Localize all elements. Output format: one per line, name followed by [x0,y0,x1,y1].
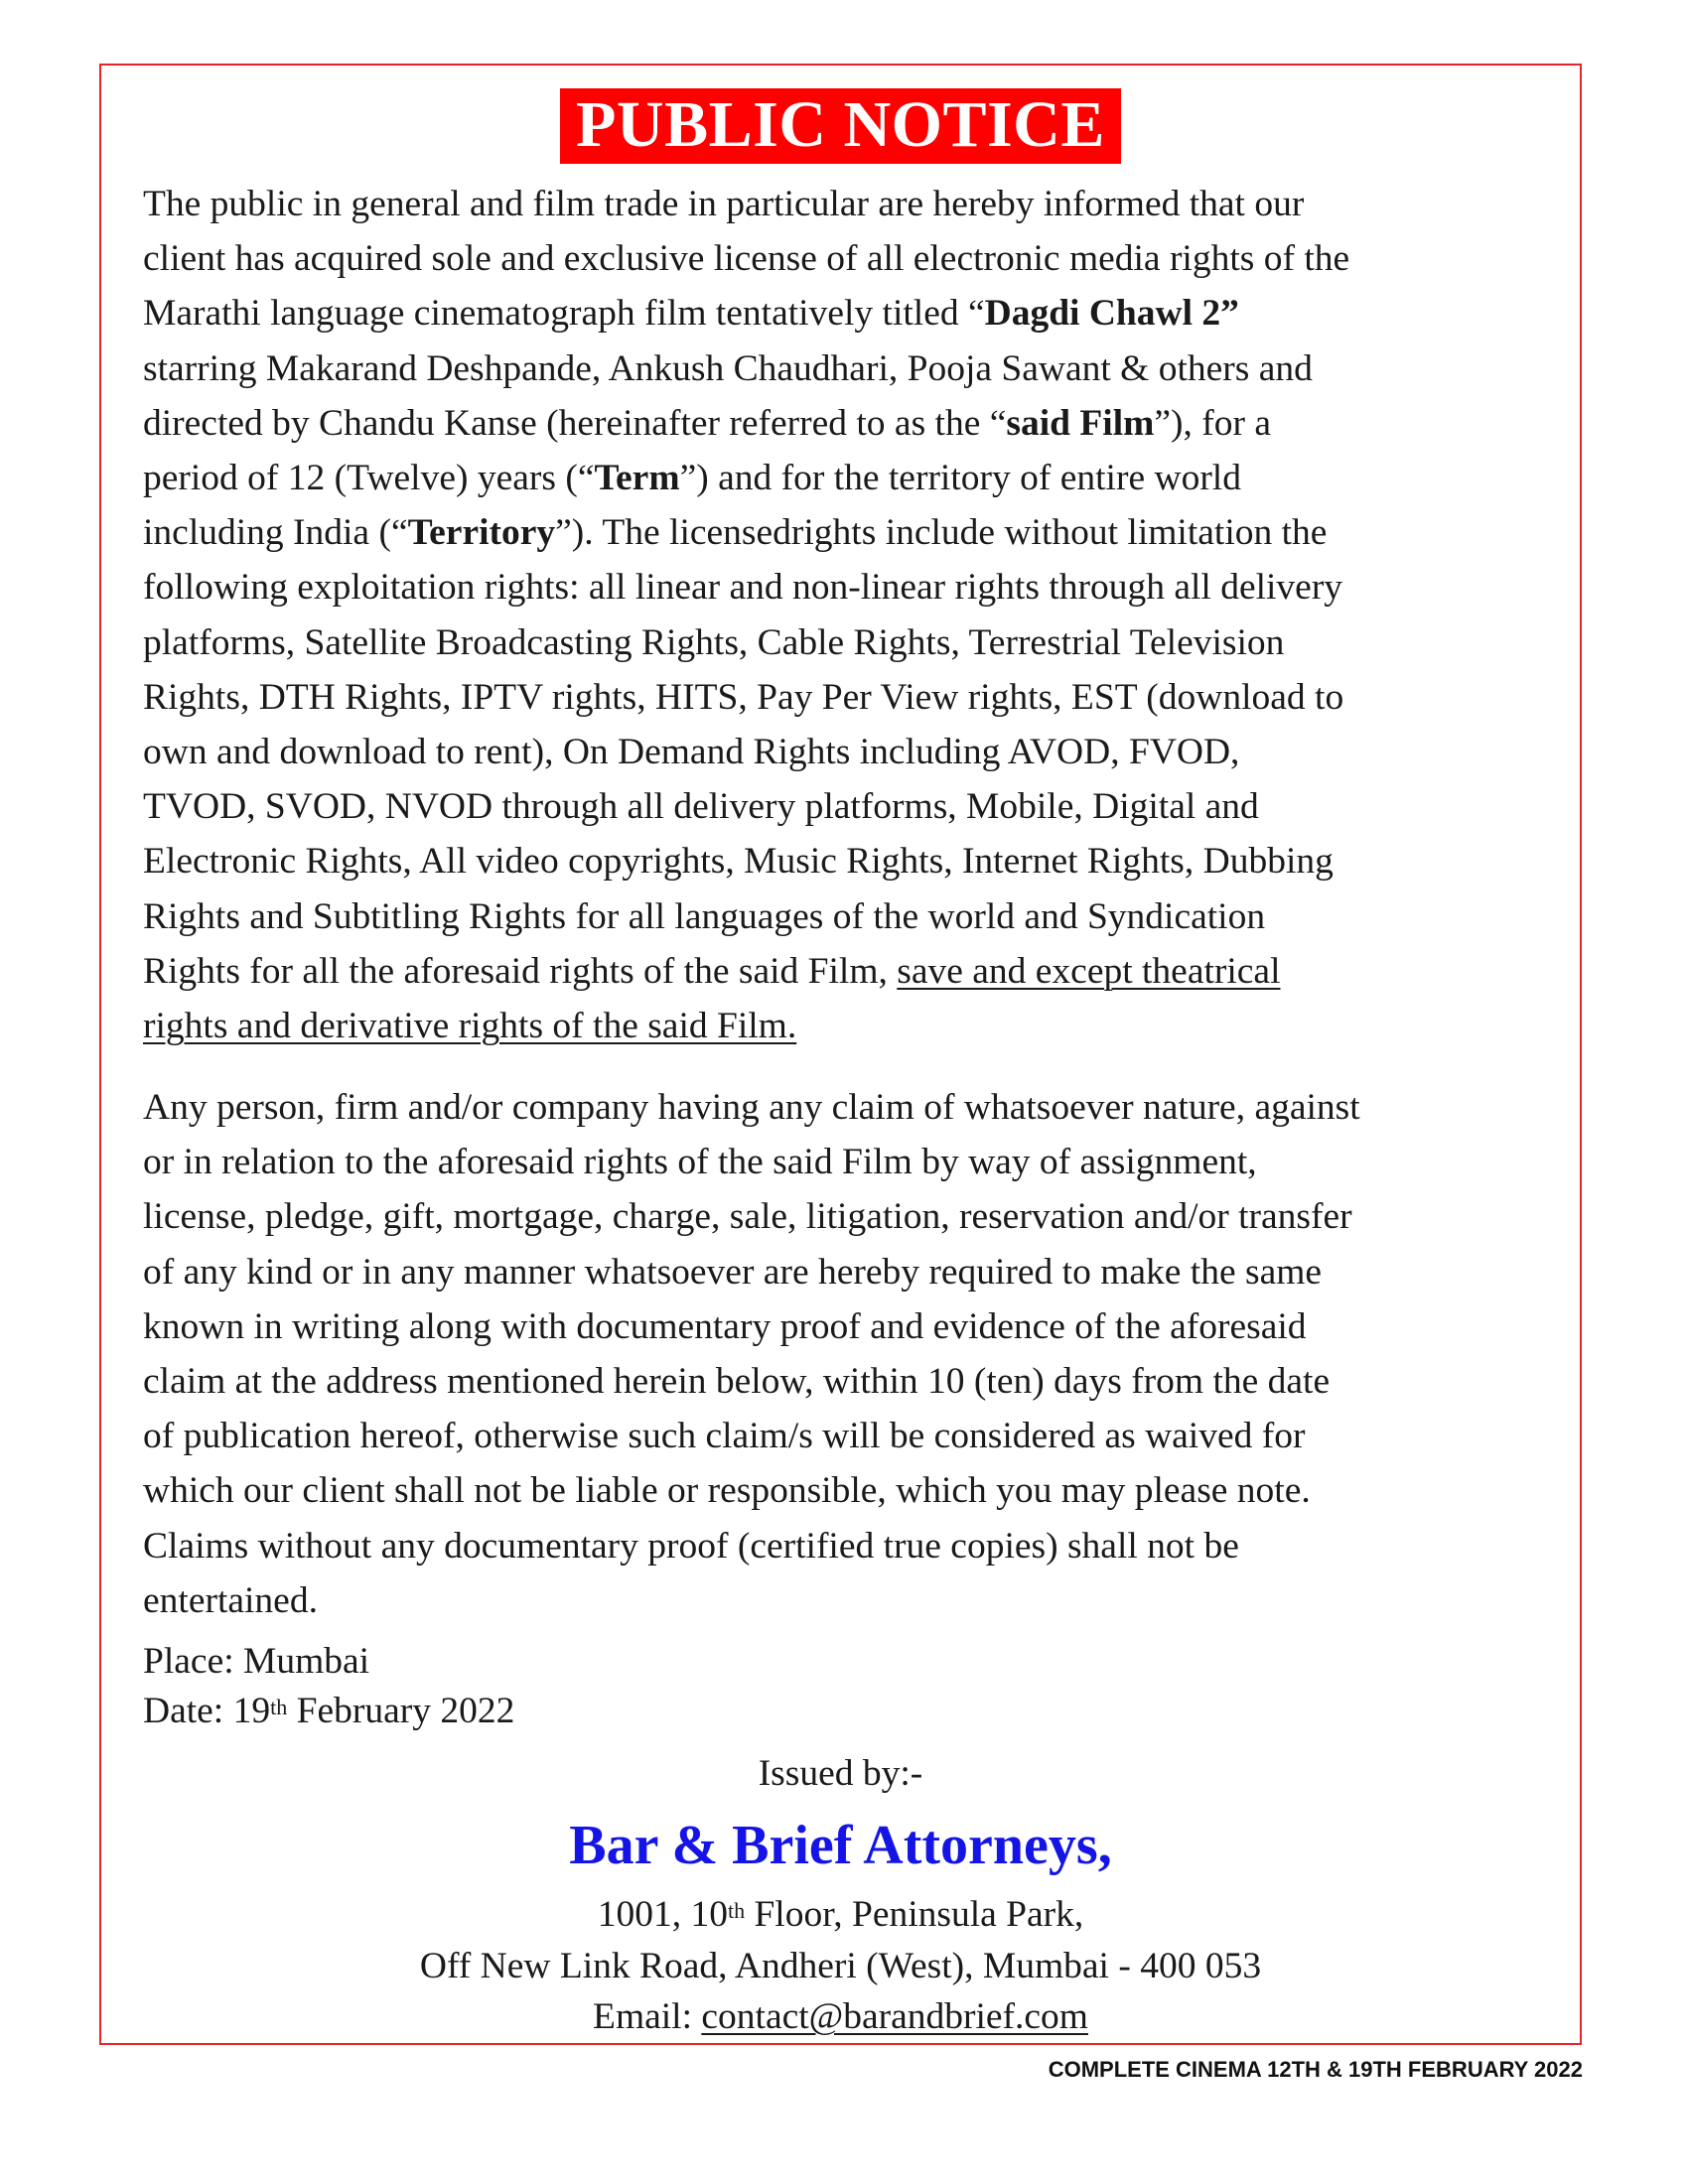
place-line: Place: Mumbai [143,1641,370,1682]
paragraph-1-line: Rights, DTH Rights, IPTV rights, HITS, Pay Per View rights, EST (download to [143,676,1344,718]
paragraph-1-line: Rights and Subtitling Rights for all languages of the world and Syndication [143,895,1266,937]
date-line [143,1687,514,1736]
paragraph-1-line: client has acquired sole and exclusive license of all electronic media rights of the [143,238,1350,280]
bold-term: Territory [407,512,556,554]
date-prefix: Date: 19 [143,1691,271,1731]
email-line [101,1992,1580,2042]
paragraph-1 [143,177,1540,1053]
paragraph-2-line: of publication hereof, otherwise such claim/s will be considered as waived for [143,1416,1306,1457]
paragraph-2-line: or in relation to the aforesaid rights of the said Film by way of assignment, [143,1142,1257,1183]
publication-footer: COMPLETE CINEMA 12TH & 19TH FEBRUARY 2022 [1048,2057,1583,2082]
paragraph-2-line: Any person, firm and/or company having any claim of whatsoever nature, against [143,1087,1360,1128]
underlined-exception: save and except theatrical [897,950,1281,992]
bold-term: said Film [1006,402,1155,444]
paragraph-1-line: Electronic Rights, All video copyrights, Music Rights, Internet Rights, Dubbing [143,841,1334,883]
paragraph-1-line: The public in general and film trade in particular are hereby informed that our [143,184,1305,224]
bold-term: Term [594,458,680,499]
date-ordinal: th [270,1695,288,1719]
paragraph-2-line: claim at the address mentioned herein below, within 10 (ten) days from the date [143,1361,1331,1403]
address-line-2: Off New Link Road, Andheri (West), Mumbai - 400 053 [419,1946,1262,1986]
firm-name: Bar & Brief Attorneys, [569,1815,1112,1876]
address-line-1 [101,1890,1580,1940]
paragraph-2 [143,1080,1540,1628]
address-prefix: 1001, 10 [597,1894,728,1935]
floor-ordinal: th [727,1898,746,1923]
underlined-exception: rights and derivative rights of the said Film. [143,1006,797,1047]
paragraph-2-line: of any kind or in any manner whatsoever are hereby required to make the same [143,1251,1323,1293]
paragraph-1-line: period of 12 (Twelve) years (“Term”) and for the territory of entire world [143,458,1241,499]
paragraph-1-line: following exploitation rights: all linear and non-linear rights through all delivery [143,567,1343,609]
issued-by: Issued by:- [758,1753,923,1794]
paragraph-1-line: directed by Chandu Kanse (hereinafter referred to as the “said Film”), for a [143,402,1271,444]
paragraph-1-line: TVOD, SVOD, NVOD through all delivery platforms, Mobile, Digital and [143,786,1259,828]
date-suffix: February 2022 [287,1691,515,1731]
address-suffix: Floor, Peninsula Park, [745,1894,1084,1935]
paragraph-2-line: which our client shall not be liable or responsible, which you may please note. [143,1470,1311,1512]
bold-term: Dagdi Chawl 2” [984,293,1239,335]
paragraph-2-line: Claims without any documentary proof (certified true copies) shall not be [143,1525,1239,1567]
paragraph-2-line: license, pledge, gift, mortgage, charge, sale, litigation, reservation and/or transfer [143,1196,1352,1238]
paragraph-1-line [143,999,1540,1053]
paragraph-1-line: Rights for all the aforesaid rights of the said Film, save and except theatrical [143,950,1281,992]
notice-title: PUBLIC NOTICE [560,88,1121,164]
paragraph-1-line: starring Makarand Deshpande, Ankush Chaudhari, Pooja Sawant & others and [143,347,1313,389]
email-label: Email: [593,1996,702,2037]
email-link[interactable]: contact@barandbrief.com [701,1996,1088,2037]
title-wrap [101,88,1580,164]
paragraph-1-line: own and download to rent), On Demand Rights including AVOD, FVOD, [143,732,1240,773]
paragraph-2-line: entertained. [143,1579,318,1621]
paragraph-1-line: including India (“Territory”). The licensedrights include without limitation the [143,512,1328,554]
notice-frame [99,64,1582,2045]
paragraph-1-line: Marathi language cinematograph film tentatively titled “Dagdi Chawl 2” [143,293,1239,335]
paragraph-2-line: known in writing along with documentary proof and evidence of the aforesaid [143,1305,1307,1347]
paragraph-1-line: platforms, Satellite Broadcasting Rights, Cable Rights, Terrestrial Television [143,621,1285,663]
